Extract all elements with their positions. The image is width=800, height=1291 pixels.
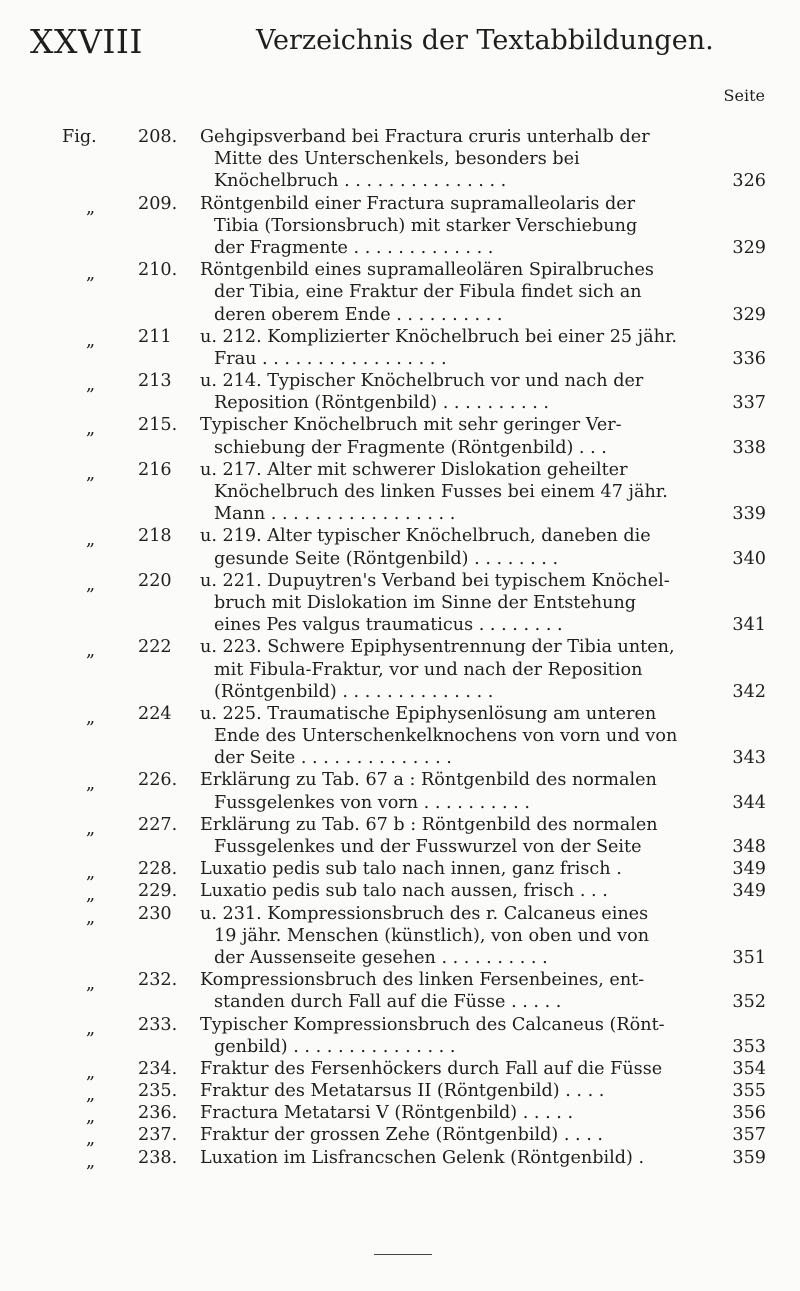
entry-line xyxy=(0,459,800,484)
page-number: 342 xyxy=(732,681,766,702)
entry-line xyxy=(0,947,800,969)
figure-number: 216 xyxy=(138,459,172,480)
page-number: 337 xyxy=(732,393,766,414)
page-number: 357 xyxy=(732,1125,766,1146)
entry-text: mit Fibula-Fraktur, vor und nach der Reposition xyxy=(214,659,643,680)
page-number: 344 xyxy=(732,792,766,813)
entry-text: Mann . . . . . . . . . . . . . . . . . xyxy=(214,504,456,525)
footer-rule xyxy=(374,1254,432,1255)
list-item xyxy=(0,525,800,569)
figure-prefix: „ xyxy=(86,774,96,795)
list-item xyxy=(0,1147,800,1172)
entry-text: standen durch Fall auf die Füsse . . . . . xyxy=(214,992,562,1013)
figure-prefix: „ xyxy=(86,907,96,928)
entry-line xyxy=(0,880,800,906)
entry-line xyxy=(0,925,800,947)
page-column-label: Seite xyxy=(723,86,765,105)
entry-text: Reposition (Röntgenbild) . . . . . . . . . . xyxy=(214,393,549,414)
entry-text: gesunde Seite (Röntgenbild) . . . . . . . . xyxy=(214,548,559,569)
figure-number: 236. xyxy=(138,1103,178,1124)
figure-number: 209. xyxy=(138,193,178,214)
entry-text: Fussgelenkes von vorn . . . . . . . . . . xyxy=(214,792,530,813)
entry-text: u. 217. Alter mit schwerer Dislokation geheilter xyxy=(200,459,628,480)
figure-number: 218 xyxy=(138,526,172,547)
list-item xyxy=(0,259,800,326)
figure-number: 208. xyxy=(138,127,178,147)
entry-line xyxy=(0,903,800,928)
entry-line xyxy=(0,1147,800,1172)
figure-prefix: „ xyxy=(86,1151,96,1172)
figure-number: 222 xyxy=(138,637,172,658)
entry-line xyxy=(0,969,800,995)
figure-prefix: „ xyxy=(86,1107,96,1128)
entry-line xyxy=(0,548,800,570)
entry-text: (Röntgenbild) . . . . . . . . . . . . . . xyxy=(214,681,494,702)
entry-line xyxy=(0,570,800,595)
figure-prefix: „ xyxy=(86,530,96,551)
entry-text: Typischer Kompressionsbruch des Calcaneus (Rönt- xyxy=(200,1014,665,1035)
entry-text: u. 223. Schwere Epiphysentrennung der Tibia unten, xyxy=(200,637,675,658)
entry-text: Fraktur des Fersenhöckers durch Fall auf die Füsse xyxy=(200,1058,663,1079)
page-header xyxy=(30,22,790,62)
figure-number: 211 xyxy=(138,326,172,347)
figure-number: 226. xyxy=(138,770,178,791)
entry-text: bruch mit Dislokation im Sinne der Entstehung xyxy=(214,592,637,613)
entry-line xyxy=(0,170,800,192)
page-number: 339 xyxy=(732,504,766,525)
list-item xyxy=(0,1080,800,1106)
entry-line xyxy=(0,348,800,370)
entry-line xyxy=(0,215,800,237)
list-item xyxy=(0,814,800,858)
page-number: 349 xyxy=(732,859,766,880)
page-number: 349 xyxy=(732,881,766,902)
entry-text: Ende des Unterschenkelknochens von vorn und von xyxy=(214,726,678,747)
entry-text: Fractura Metatarsi V (Röntgenbild) . . . . . xyxy=(200,1103,574,1124)
entry-line xyxy=(0,525,800,551)
page-number: 354 xyxy=(732,1058,766,1079)
entry-text: Mitte des Unterschenkels, besonders bei xyxy=(214,149,580,170)
entry-line xyxy=(0,1014,800,1039)
entry-text: Knöchelbruch . . . . . . . . . . . . . . . xyxy=(214,171,507,192)
list-item xyxy=(0,1014,800,1058)
entry-text: eines Pes valgus traumaticus . . . . . . . . xyxy=(214,615,563,636)
figure-number: 213 xyxy=(138,371,172,392)
entry-text: Tibia (Torsionsbruch) mit starker Verschiebung xyxy=(214,215,638,236)
entry-line xyxy=(0,747,800,769)
figure-prefix: „ xyxy=(86,1018,96,1039)
entry-text: der Aussenseite gesehen . . . . . . . . . . xyxy=(214,947,548,968)
entry-line xyxy=(0,126,800,148)
entry-line xyxy=(0,193,800,218)
figure-prefix: „ xyxy=(86,264,96,285)
entry-text: u. 225. Traumatische Epiphysenlösung am unteren xyxy=(200,703,657,724)
list-item xyxy=(0,1124,800,1150)
figure-prefix: „ xyxy=(86,863,96,884)
entry-text: deren oberem Ende . . . . . . . . . . xyxy=(214,304,503,325)
list-item xyxy=(0,326,800,370)
entry-line xyxy=(0,1058,800,1083)
figure-number: 237. xyxy=(138,1125,178,1146)
entry-line xyxy=(0,659,800,681)
figure-number: 233. xyxy=(138,1014,178,1035)
figure-number: 215. xyxy=(138,415,178,436)
figure-number: 210. xyxy=(138,260,178,281)
entry-line xyxy=(0,237,800,259)
page-number: 356 xyxy=(732,1103,766,1124)
entry-line xyxy=(0,636,800,662)
figure-prefix: „ xyxy=(86,818,96,839)
page-number: 336 xyxy=(732,348,766,369)
entry-text: Röntgenbild einer Fractura supramalleolaris der xyxy=(200,193,636,214)
figure-prefix: „ xyxy=(86,419,96,440)
page-number: 352 xyxy=(732,992,766,1013)
entry-line xyxy=(0,592,800,614)
entry-text: Fraktur des Metatarsus II (Röntgenbild) . . . . xyxy=(200,1081,605,1102)
entry-line xyxy=(0,614,800,636)
figure-prefix: „ xyxy=(86,1129,96,1150)
page-number: 343 xyxy=(732,748,766,769)
figure-number: 229. xyxy=(138,881,178,902)
figure-prefix: Fig. xyxy=(62,127,97,147)
entry-text: Gehgipsverband bei Fractura cruris unterhalb der xyxy=(200,127,650,147)
list-item xyxy=(0,636,800,703)
entry-text: der Fragmente . . . . . . . . . . . . . xyxy=(214,237,494,258)
figure-list xyxy=(0,126,800,1172)
list-item xyxy=(0,414,800,458)
figure-number: 228. xyxy=(138,859,178,880)
entry-text: Luxatio pedis sub talo nach aussen, frisch . . . xyxy=(200,881,608,902)
list-item xyxy=(0,1102,800,1128)
entry-text: u. 214. Typischer Knöchelbruch vor und nach der xyxy=(200,371,644,392)
entry-text: Erklärung zu Tab. 67 a : Röntgenbild des normalen xyxy=(200,770,657,791)
figure-prefix: „ xyxy=(86,641,96,662)
list-item xyxy=(0,126,800,193)
figure-number: 234. xyxy=(138,1058,178,1079)
figure-prefix: „ xyxy=(86,885,96,906)
list-item xyxy=(0,903,800,970)
list-item xyxy=(0,969,800,1013)
list-item xyxy=(0,1058,800,1083)
figure-number: 238. xyxy=(138,1147,178,1168)
figure-number: 220 xyxy=(138,570,172,591)
figure-number: 227. xyxy=(138,814,178,835)
entry-text: u. 221. Dupuytren's Verband bei typischem Knöchel- xyxy=(200,570,670,591)
entry-line xyxy=(0,326,800,351)
entry-line xyxy=(0,481,800,503)
entry-line xyxy=(0,148,800,170)
entry-text: Knöchelbruch des linken Fusses bei einem 47 jähr. xyxy=(214,482,668,502)
entry-line xyxy=(0,681,800,703)
entry-line xyxy=(0,858,800,884)
page-number: 329 xyxy=(732,304,766,325)
figure-number: 232. xyxy=(138,970,178,991)
entry-line xyxy=(0,304,800,326)
figure-prefix: „ xyxy=(86,197,96,218)
entry-line xyxy=(0,725,800,747)
list-item xyxy=(0,880,800,906)
entry-text: Fussgelenkes und der Fusswurzel von der Seite xyxy=(214,837,642,857)
page-number: 353 xyxy=(732,1036,766,1057)
list-item xyxy=(0,459,800,526)
entry-text: der Tibia, eine Fraktur der Fibula findet sich an xyxy=(214,282,642,303)
figure-prefix: „ xyxy=(86,330,96,351)
figure-prefix: „ xyxy=(86,463,96,484)
page-number: 341 xyxy=(732,615,766,636)
entry-text: Kompressionsbruch des linken Fersenbeines, ent- xyxy=(200,970,645,991)
entry-text: Frau . . . . . . . . . . . . . . . . . xyxy=(214,348,447,369)
entry-line xyxy=(0,259,800,285)
entry-line xyxy=(0,703,800,728)
entry-line xyxy=(0,1080,800,1106)
entry-line xyxy=(0,437,800,459)
entry-text: schiebung der Fragmente (Röntgenbild) . . . xyxy=(214,437,607,458)
entry-line xyxy=(0,814,800,839)
figure-prefix: „ xyxy=(86,707,96,728)
page-number: 338 xyxy=(732,437,766,458)
figure-prefix: „ xyxy=(86,1085,96,1106)
entry-line xyxy=(0,1124,800,1150)
page-number-roman: XXVIII xyxy=(30,22,143,61)
figure-prefix: „ xyxy=(86,1062,96,1083)
figure-prefix: „ xyxy=(86,974,96,995)
page-number: 348 xyxy=(732,837,766,857)
entry-line xyxy=(0,769,800,795)
figure-prefix: „ xyxy=(86,375,96,396)
figure-prefix: „ xyxy=(86,574,96,595)
list-item xyxy=(0,703,800,770)
entry-text: Luxatio pedis sub talo nach innen, ganz frisch . xyxy=(200,859,622,880)
figure-number: 224 xyxy=(138,703,172,724)
list-item xyxy=(0,370,800,414)
entry-line xyxy=(0,392,800,414)
page-number: 355 xyxy=(732,1081,766,1102)
page-number: 359 xyxy=(732,1147,766,1168)
figure-number: 235. xyxy=(138,1081,178,1102)
entry-text: Röntgenbild eines supramalleolären Spiralbruches xyxy=(200,260,654,281)
running-title: Verzeichnis der Textabbildungen. xyxy=(256,25,714,56)
entry-line xyxy=(0,991,800,1013)
entry-text: 19 jähr. Menschen (künstlich), von oben und von xyxy=(214,925,650,946)
entry-line xyxy=(0,414,800,440)
page-number: 340 xyxy=(732,548,766,569)
entry-text: der Seite . . . . . . . . . . . . . . xyxy=(214,748,452,769)
list-item xyxy=(0,570,800,637)
entry-line xyxy=(0,370,800,396)
entry-text: u. 231. Kompressionsbruch des r. Calcaneus eines xyxy=(200,903,649,924)
entry-text: u. 219. Alter typischer Knöchelbruch, daneben die xyxy=(200,526,651,547)
entry-text: Typischer Knöchelbruch mit sehr geringer Ver- xyxy=(200,415,622,436)
entry-text: Erklärung zu Tab. 67 b : Röntgenbild des normalen xyxy=(200,814,658,835)
page-number: 326 xyxy=(732,171,766,192)
entry-line xyxy=(0,281,800,303)
entry-text: genbild) . . . . . . . . . . . . . . . xyxy=(214,1036,456,1057)
entry-text: Fraktur der grossen Zehe (Röntgenbild) . . . . xyxy=(200,1125,603,1146)
list-item xyxy=(0,193,800,260)
entry-line xyxy=(0,1102,800,1128)
page-number: 351 xyxy=(732,947,766,968)
list-item xyxy=(0,769,800,813)
page-number: 329 xyxy=(732,237,766,258)
entry-line xyxy=(0,503,800,525)
entry-text: Luxation im Lisfrancschen Gelenk (Röntgenbild) . xyxy=(200,1147,645,1168)
entry-line xyxy=(0,1036,800,1058)
figure-number: 230 xyxy=(138,903,172,924)
entry-text: u. 212. Komplizierter Knöchelbruch bei einer 25 jähr. xyxy=(200,326,678,347)
list-item xyxy=(0,858,800,884)
entry-line xyxy=(0,792,800,814)
entry-line xyxy=(0,836,800,858)
